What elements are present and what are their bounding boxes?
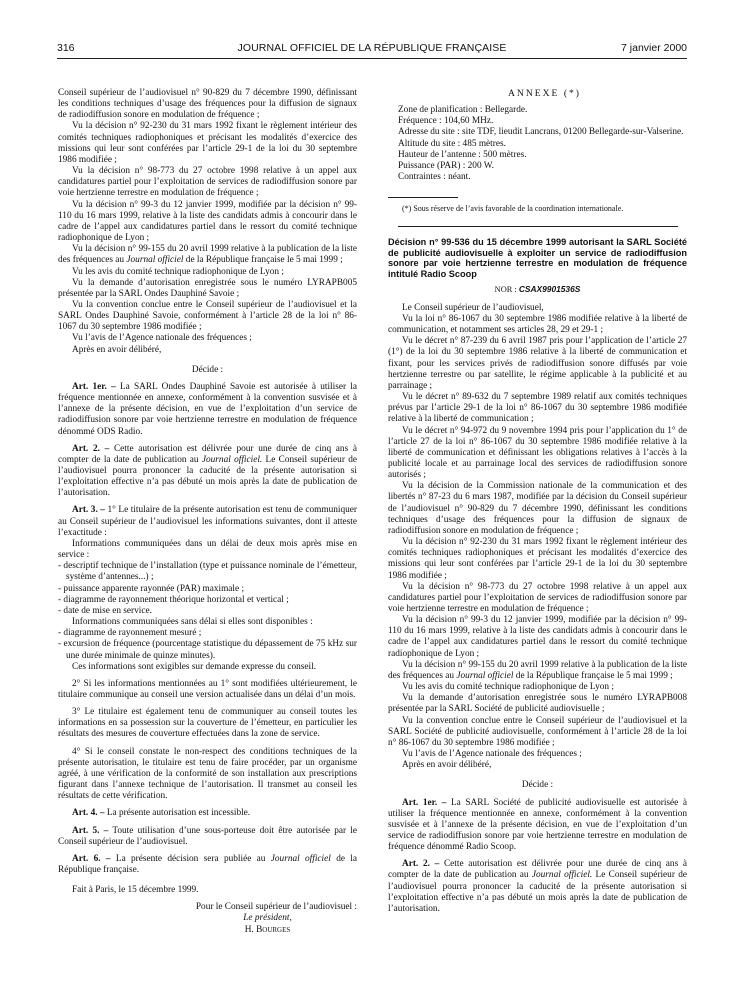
paragraph: Vu la convention conclue entre le Conseil supérieur de l’audiovisuel et la SARL Société de publicité audiovisuelle, conformément à l’article 28 de la loi n° 86-1067 du 30 septembre 1986 modifiée ; bbox=[388, 715, 687, 748]
article-1: Art. 1er. – La SARL Société de publicité audiovisuelle est autorisée à utiliser la fréquence mentionnée en annexe, conformément à la convention susvisée et à l’annexe de la présente décision, en vue de l’exploitation d’un service de radiodiffusion sonore par voie hertzienne terrestre en modulation de fréquence dénommé Radio Scoop. bbox=[388, 797, 687, 853]
paragraph: Vu la décision n° 99-3 du 12 janvier 1999, modifiée par la décision n° 99-110 du 16 mars 1999, relative à la liste des candidats admis à concourir dans le cadre de l’appel aux candidatures partiel dans le ressort du comité technique radiophonique de Lyon ; bbox=[388, 615, 687, 659]
annexe-list bbox=[388, 105, 687, 183]
article-2: Art. 2. – Cette autorisation est délivrée pour une durée de cinq ans à compter de la date de publication au Journal officiel. Le Conseil supérieur de l’audiovisuel pourra prononcer la caducité de la présente autorisation si l’exploitation effective n’a pas débuté un mois après la date de publication de l’autorisation. bbox=[58, 443, 357, 499]
paragraph: Vu les avis du comité technique radiophonique de Lyon ; bbox=[402, 682, 614, 693]
annexe-title: ANNEXE (*) bbox=[507, 88, 582, 99]
decide-heading: Décide : bbox=[191, 364, 224, 375]
annexe-line: Zone de planification : Bellegarde. bbox=[398, 105, 528, 116]
paragraph: Vu la décision n° 98-773 du 27 octobre 1998 relative à un appel aux candidatures partiel pour l’exploitation de services de radiodiffusion sonore par voie hertzienne terrestre en modulation de fréquence ; bbox=[388, 581, 687, 614]
paragraph: Conseil supérieur de l’audiovisuel n° 90-829 du 7 décembre 1990, définissant les conditions techniques d’usage des fréquences pour la diffusion de signaux de radiodiffusion sonore en modulation de fréquence ; bbox=[58, 88, 357, 121]
annexe-line: Contraintes : néant. bbox=[398, 172, 471, 183]
annexe-line: Fréquence : 104,60 MHz. bbox=[398, 116, 494, 127]
decision-title: Décision n° 99-536 du 15 décembre 1999 autorisant la SARL Société de publicité audiovisuelle à exploiter un service de radiodiffusion sonore par voie hertzienne terrestre en modulation de fréquence intitulé Radio Scoop bbox=[388, 237, 687, 280]
list-item: - diagramme de rayonnement mesuré ; bbox=[58, 628, 202, 639]
annexe-line: Hauteur de l’antenne : 500 mètres. bbox=[398, 149, 527, 160]
paragraph: 3° Le titulaire est également tenu de communiquer au conseil toutes les informations en sa possession sur la couverture de l’émetteur, en particulier les résultats des mesures de couverture effectuées dans la zone de service. bbox=[58, 707, 357, 740]
paragraph: Vu l’avis de l’Agence nationale des fréquences ; bbox=[72, 333, 252, 344]
signature-date: Fait à Paris, le 15 décembre 1999. bbox=[72, 885, 199, 896]
article-1: Art. 1er. – La SARL Ondes Dauphiné Savoie est autorisée à utiliser la fréquence mentionnée en annexe, conformément à la convention susvisée et à l’annexe de la présente décision, en vue de l’exploitation d’un service de radiodiffusion sonore par voie hertzienne terrestre en modulation de fréquence dénommé ODS Radio. bbox=[58, 381, 357, 437]
section-divider bbox=[398, 226, 678, 227]
list-item: - diagramme de rayonnement théorique horizontal et vertical ; bbox=[58, 594, 289, 605]
paragraph: Vu la demande d’autorisation enregistrée sous le numéro LYRAPB005 présentée par la SARL Ondes Dauphiné Savoie ; bbox=[58, 277, 357, 299]
footnote: (*) Sous réserve de l’avis favorable de la coordination internationale. bbox=[402, 204, 624, 214]
paragraph: Vu les avis du comité technique radiophonique de Lyon ; bbox=[72, 266, 284, 277]
right-column bbox=[388, 88, 687, 915]
list-item: - puissance apparente rayonnée (PAR) maximale ; bbox=[58, 583, 245, 594]
journal-title: JOURNAL OFFICIEL DE LA RÉPUBLIQUE FRANÇAISE bbox=[237, 42, 507, 54]
paragraph: Vu la demande d’autorisation enregistrée sous le numéro LYRAPB008 présentée par la SARL Société de publicité audiovisuelle ; bbox=[388, 693, 687, 715]
footnote-rule bbox=[388, 197, 458, 198]
left-column bbox=[58, 88, 357, 936]
article-3: Art. 3. – 1° Le titulaire de la présente autorisation est tenu de communiquer au Conseil supérieur de l’audiovisuel les informations suivantes, dont il atteste l’exactitude : bbox=[58, 505, 357, 538]
paragraph: Vu la décision n° 92-230 du 31 mars 1992 fixant le règlement intérieur des comités techniques radiophoniques et précisant les modalités d’exercice des missions qui leur sont conférées par l’article 29-1 de la loi du 30 septembre 1986 modifiée ; bbox=[58, 121, 357, 165]
paragraph: Après en avoir délibéré, bbox=[72, 344, 162, 355]
issue-date: 7 janvier 2000 bbox=[621, 42, 687, 54]
paragraph: Le Conseil supérieur de l’audiovisuel, bbox=[402, 302, 544, 313]
decide-heading: Décide : bbox=[521, 780, 554, 791]
list-item: - date de mise en service. bbox=[58, 605, 152, 616]
nor-reference: NOR : CSAX9901536S bbox=[494, 283, 581, 294]
paragraph: 4° Si le conseil constate le non-respect des conditions techniques de la présente autorisation, le titulaire est tenu de faire procéder, par un organisme agréé, à une vérification de la conformité de son installation aux prescriptions figurant dans l’annexe technique de l’autorisation. Il transmet au conseil les résultats de cette vérification. bbox=[58, 746, 357, 802]
paragraph: Informations communiquées sans délai si elles sont disponibles : bbox=[72, 617, 313, 628]
paragraph: Vu la décision n° 92-230 du 31 mars 1992 fixant le règlement intérieur des comités techniques radiophoniques et précisant les modalités d’exercice des missions qui leur sont conférées par l’article 29-1 de la loi du 30 septembre 1986 modifiée ; bbox=[388, 537, 687, 581]
list-item: - excursion de fréquence (pourcentage statistique du dépassement de 75 kHz sur une durée minimale de quinze minutes). bbox=[58, 639, 357, 661]
paragraph: Vu le décret n° 89-632 du 7 septembre 1989 relatif aux comités techniques prévus par l’article 29-1 de la loi n° 86-1067 du 30 septembre 1986 modifiée relative à la liberté de communication ; bbox=[388, 392, 687, 425]
article-6: Art. 6. – La présente décision sera publiée au Journal officiel de la République française. bbox=[58, 853, 358, 875]
page-number: 316 bbox=[57, 42, 75, 54]
paragraph: Vu la décision n° 98-773 du 27 octobre 1998 relative à un appel aux candidatures partiel pour l’exploitation de services de radiodiffusion sonore par voie hertzienne terrestre en modulation de fréquence ; bbox=[58, 166, 357, 199]
paragraph: Vu la décision n° 99-155 du 20 avril 1999 relative à la publication de la liste des fréquences au Journal officiel de la République française le 5 mai 1999 ; bbox=[388, 659, 687, 681]
paragraph: Ces informations sont exigibles sur demande expresse du conseil. bbox=[72, 661, 316, 672]
signature-for: Pour le Conseil supérieur de l’audiovisuel : bbox=[195, 902, 357, 913]
paragraph: Informations communiquées dans un délai de deux mois après mise en service : bbox=[58, 538, 357, 561]
paragraph: Vu la loi n° 86-1067 du 30 septembre 1986 modifiée relative à la liberté de communication, et notamment ses articles 28, 29 et 29-1 ; bbox=[388, 313, 687, 336]
annexe-line: Puissance (PAR) : 200 W. bbox=[398, 160, 494, 171]
paragraph: Vu l’avis de l’Agence nationale des fréquences ; bbox=[402, 749, 582, 760]
paragraph: Vu le décret n° 94-972 du 9 novembre 1994 pris pour l’application du 1° de l’article 27 de la loi n° 86-1067 du 30 septembre 1986 modifiée relative à la liberté de communication et définissant les obligations relatives à l’accès à la publicité locale et au parrainage local des services de radiodiffusion sonore autorisés ; bbox=[388, 425, 687, 481]
paragraph: Vu la décision de la Commission nationale de la communication et des libertés n° 87-23 du 6 mars 1987, modifiée par la décision du Conseil supérieur de l’audiovisuel n° 90-829 du 7 décembre 1990, définissant les conditions techniques d’usage des fréquences pour la diffusion de signaux de radiodiffusion sonore en modulation de fréquence ; bbox=[388, 481, 687, 536]
annexe-line: Adresse du site : site TDF, lieudit Lancrans, 01200 Bellegarde-sur-Valserine. bbox=[398, 127, 684, 138]
article-4: Art. 4. – La présente autorisation est incessible. bbox=[72, 808, 251, 819]
page-header bbox=[57, 42, 687, 56]
paragraph: Après en avoir délibéré, bbox=[402, 760, 492, 771]
signature-name: H. Bourges bbox=[244, 924, 291, 935]
annexe-line: Altitude du site : 485 mètres. bbox=[398, 138, 506, 149]
paragraph: Vu le décret n° 87-239 du 6 avril 1987 pris pour l’application de l’article 27 (1°) de la loi du 30 septembre 1986 relative à la liberté de communication et fixant, pour les services privés de radiodiffusion sonore diffusés par voie hertzienne terrestre ou par satellite, le régime applicable à la publicité et au parrainage ; bbox=[388, 336, 687, 391]
paragraph: Vu la convention conclue entre le Conseil supérieur de l’audiovisuel et la SARL Ondes Dauphiné Savoie, conformément à l’article 28 de la loi n° 86-1067 du 30 septembre 1986 modifiée ; bbox=[58, 299, 357, 333]
paragraph: 2° Si les informations mentionnées au 1° sont modifiées ultérieurement, le titulaire communique au conseil une version actualisée dans un délai d’un mois. bbox=[58, 678, 357, 700]
paragraph: Vu la décision n° 99-3 du 12 janvier 1999, modifiée par la décision n° 99-110 du 16 mars 1999, relative à la liste des candidats admis à concourir dans le cadre de l’appel aux candidatures partiel dans le ressort du comité technique radiophonique de Lyon ; bbox=[58, 199, 357, 244]
article-2: Art. 2. – Cette autorisation est délivrée pour une durée de cinq ans à compter de la date de publication au Journal officiel. Le Conseil supérieur de l’audiovisuel pourra prononcer la caducité de la présente autorisation si l’exploitation effective n’a pas débuté un mois après la date de publication de l’autorisation. bbox=[388, 859, 687, 914]
header-rule bbox=[57, 58, 687, 59]
article-5: Art. 5. – Toute utilisation d’une sous-porteuse doit être autorisée par le Conseil supérieur de l’audiovisuel. bbox=[58, 825, 358, 847]
paragraph: Vu la décision n° 99-155 du 20 avril 1999 relative à la publication de la liste des fréquences au Journal officiel de la République française le 5 mai 1999 ; bbox=[58, 244, 357, 266]
signature-role: Le président, bbox=[243, 913, 292, 924]
list-item: - descriptif technique de l’installation (type et puissance nominale de l’émetteur, système d’antennes...) ; bbox=[58, 561, 357, 583]
